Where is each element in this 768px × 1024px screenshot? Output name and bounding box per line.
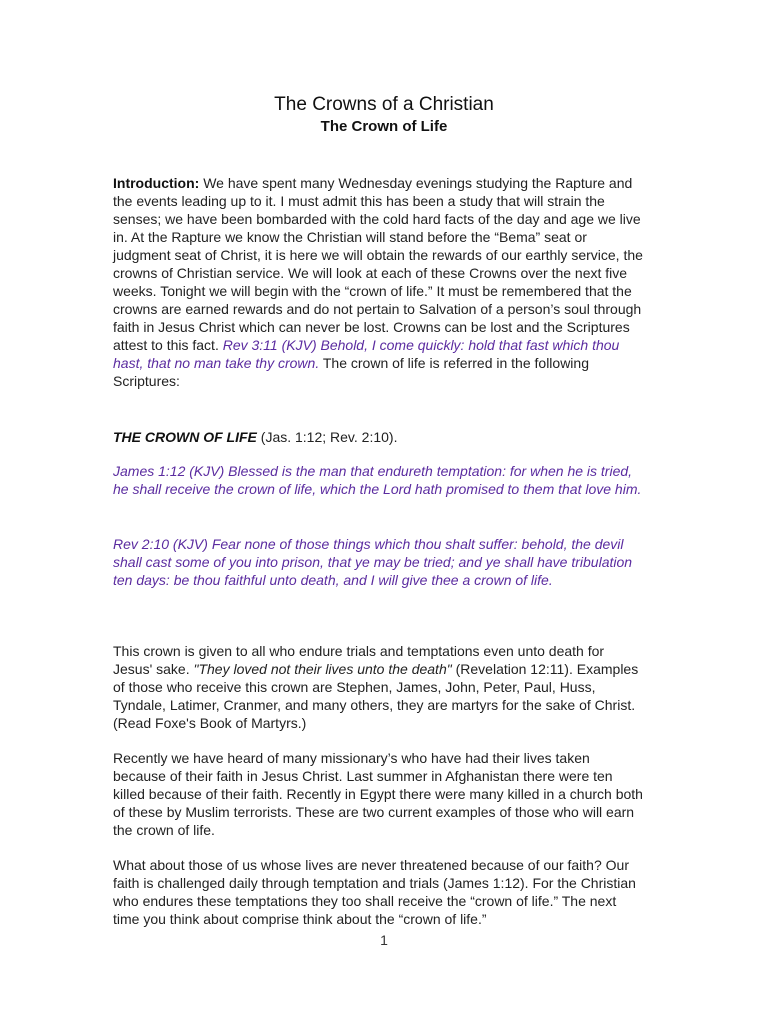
- document-title: The Crowns of a Christian: [274, 94, 494, 115]
- intro-scripture: Rev 3:11 (KJV) Behold, I come quickly: hold that fast which thou hast, that no man take thy crown.: [113, 337, 620, 371]
- paragraph-martyrs: [113, 642, 643, 732]
- paragraph-martyrs-tail: (Revelation 12:11). Examples of those who receive this crown are Stephen, James, John, Peter, Paul, Huss, Tyndale, Latimer, Cranmer, and many others, they are martyrs for the sake of Christ. (Read Foxe's Book of Martyrs.): [113, 661, 639, 731]
- intro-paragraph: [113, 174, 643, 390]
- section-heading-refs: (Jas. 1:12; Rev. 2:10).: [256, 429, 398, 445]
- document-subtitle: The Crown of Life: [320, 118, 448, 135]
- paragraph-martyrs-quote: "They loved not their lives unto the death": [193, 661, 452, 677]
- intro-label: Introduction:: [113, 175, 200, 191]
- paragraph-our-faith: What about those of us whose lives are never threatened because of our faith? Our faith is challenged daily through temptation and trials (James 1:12). For the Christian who endures these temptations they too shall receive the “crown of life.” The next time you think about comprise think about the “crown of life.”: [113, 857, 636, 927]
- section-heading-label: THE CROWN OF LIFE: [113, 429, 257, 445]
- intro-tail: The crown of life is referred in the following Scriptures:: [113, 355, 589, 389]
- paragraph-martyrs-lead: This crown is given to all who endure trials and temptations even unto death for Jesus' sake.: [113, 643, 605, 677]
- verse-james-1-12: James 1:12 (KJV) Blessed is the man that endureth temptation: for when he is tried, he shall receive the crown of life, which the Lord hath promised to them that love him.: [113, 463, 642, 497]
- intro-text: We have spent many Wednesday evenings studying the Rapture and the events leading up to it. I must admit this has been a study that will strain the senses; we have been bombarded with the cold hard facts of the day and age we live in. At the Rapture we know the Christian will stand before the “Bema” seat or judgment seat of Christ, it is here we will obtain the rewards of our earthly service, the crowns of Christian service. We will look at each of these Crowns over the next five weeks. Tonight we will begin with the “crown of life.” It must be remembered that the crowns are earned rewards and do not pertain to Salvation of a person’s soul through faith in Jesus Christ which can never be lost. Crowns can be lost and the Scriptures attest to this fact.: [113, 175, 643, 353]
- verse-rev-2-10: Rev 2:10 (KJV) Fear none of those things which thou shalt suffer: behold, the devil shall cast some of you into prison, that ye may be tried; and ye shall have tribulation ten days: be thou faithful unto death, and I will give thee a crown of life.: [113, 536, 633, 588]
- paragraph-missionaries: Recently we have heard of many missionary’s who have had their lives taken because of their faith in Jesus Christ. Last summer in Afghanistan there were ten killed because of their faith. Recently in Egypt there were many killed in a church both of these by Muslim terrorists. These are two current examples of those who will earn the crown of life.: [113, 750, 643, 838]
- section-heading: [113, 428, 643, 446]
- page-number: 1: [380, 932, 388, 948]
